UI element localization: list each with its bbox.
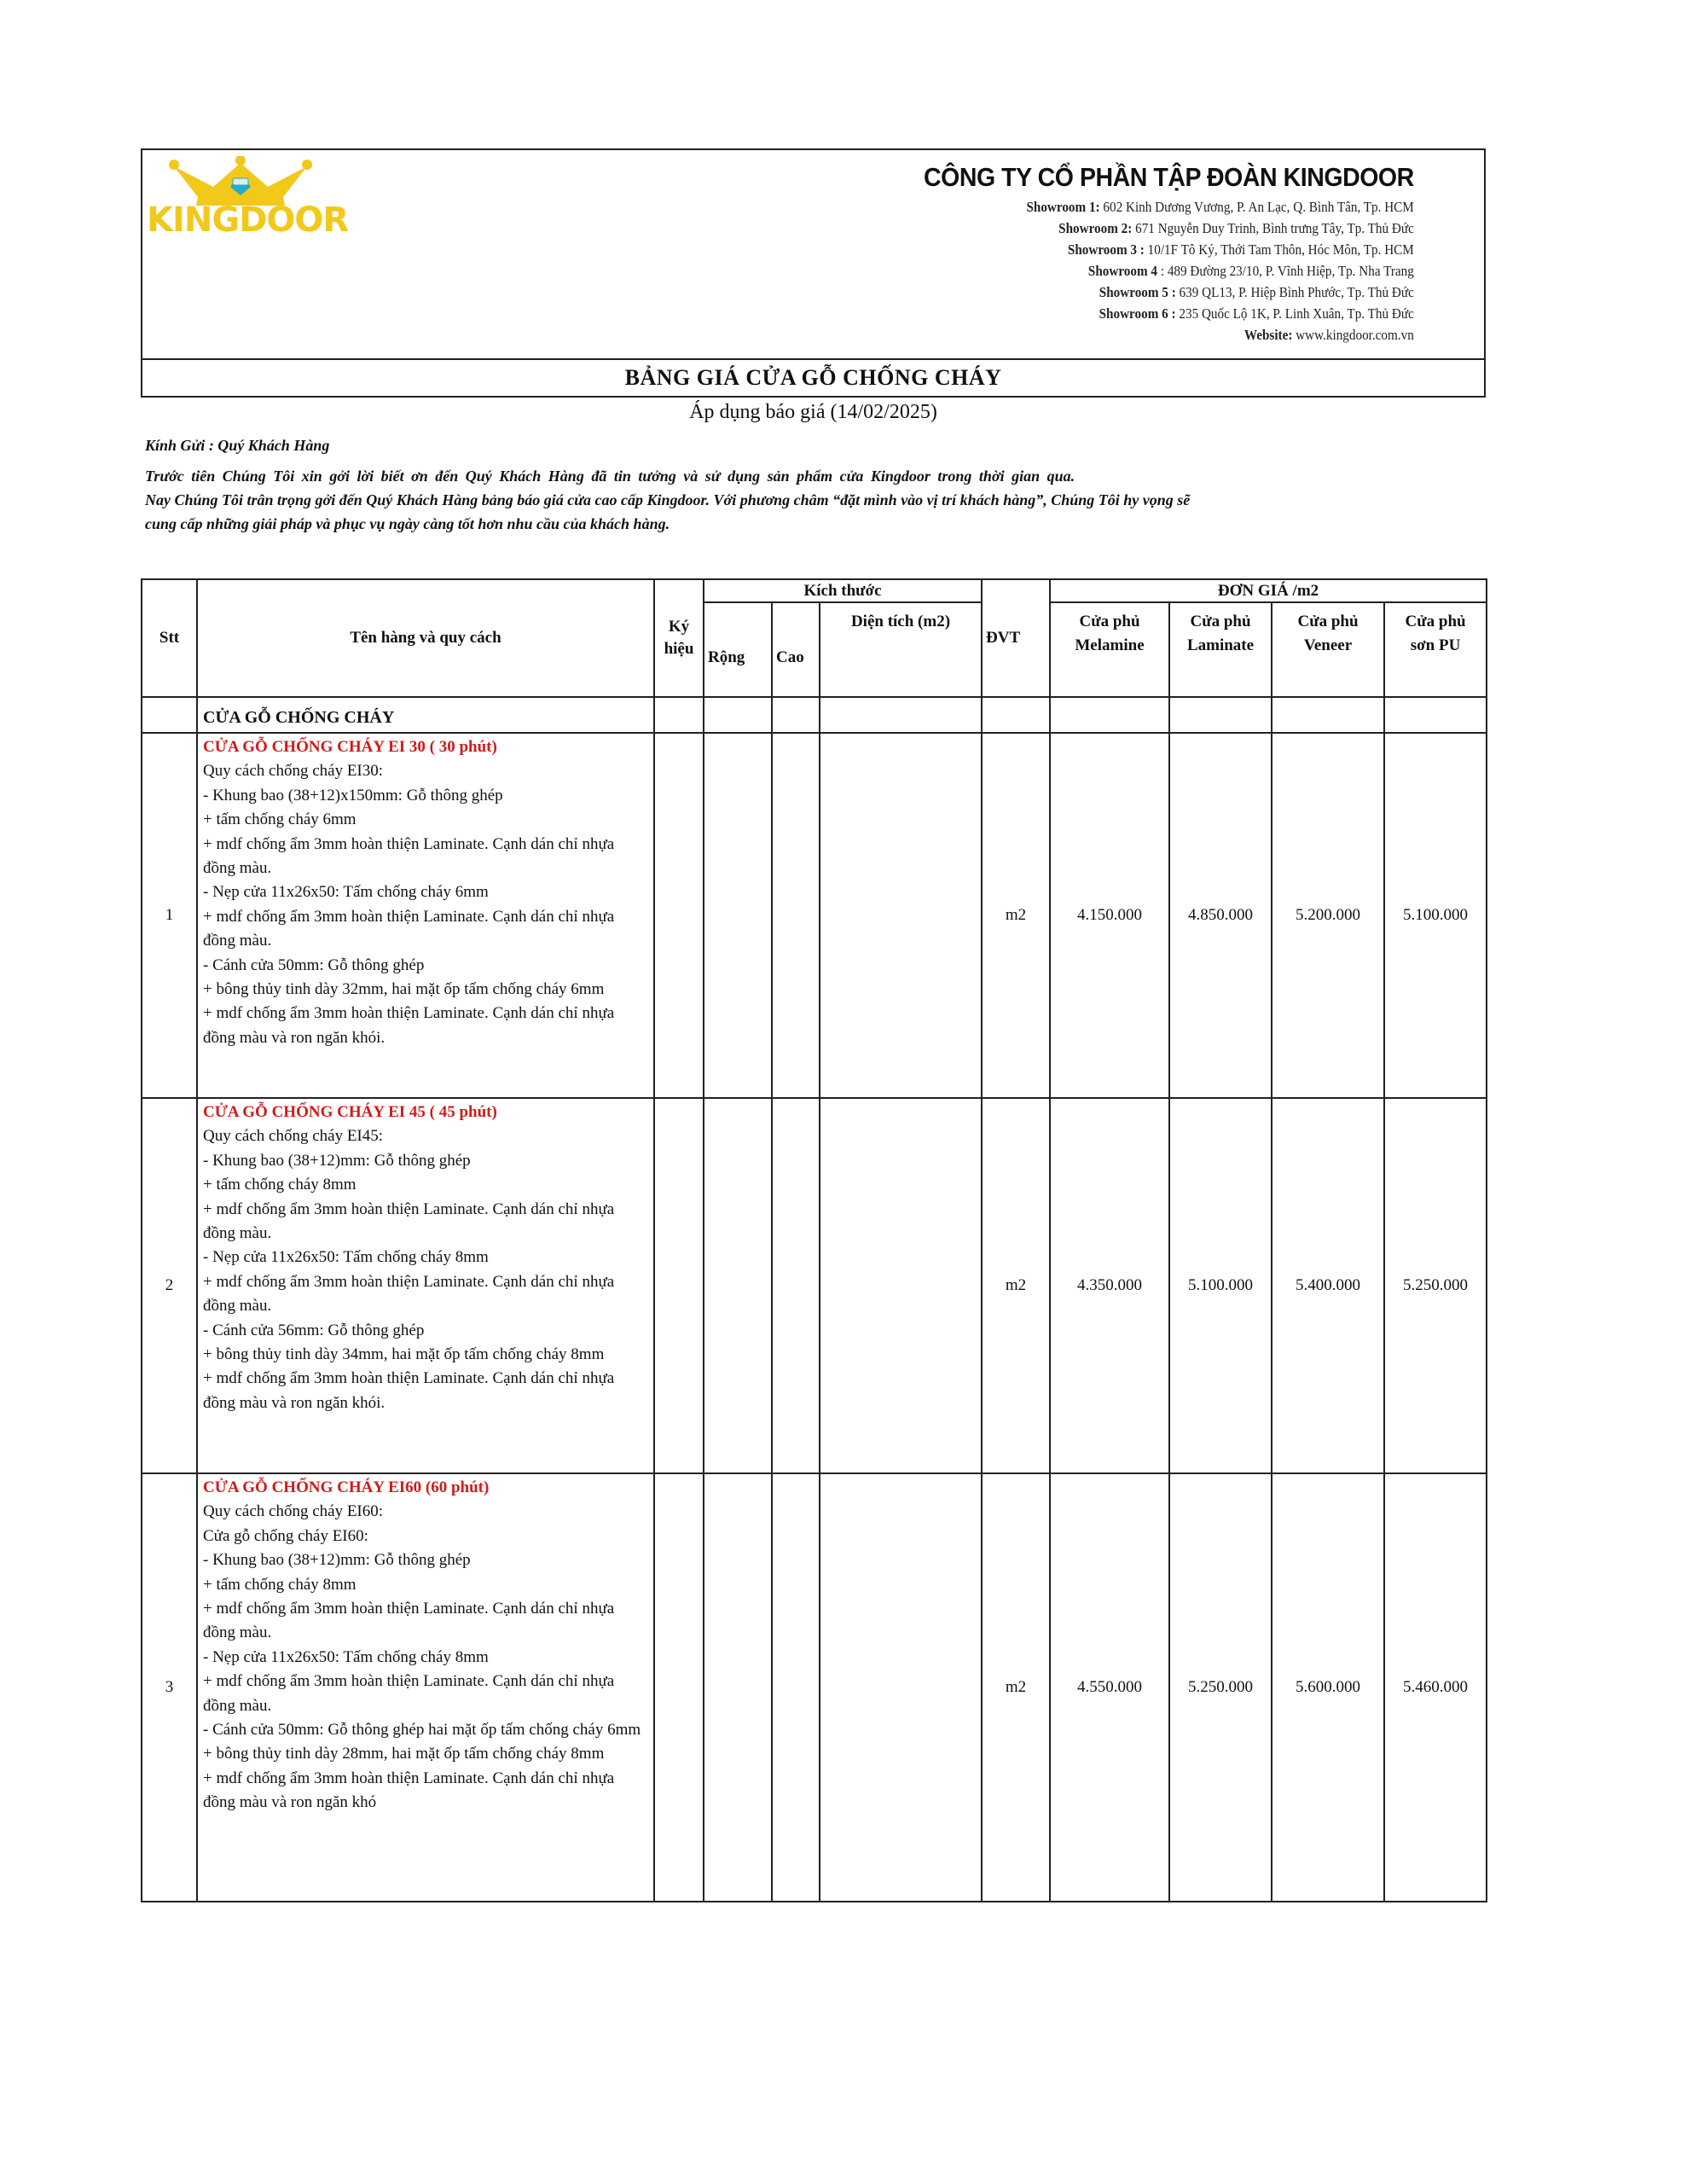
price-melamine: 4.350.000 bbox=[1050, 1098, 1169, 1473]
header-symbol-line2: hiệu bbox=[664, 640, 694, 658]
price-table bbox=[141, 578, 1487, 1902]
row-height bbox=[772, 733, 820, 1098]
header-line: Cửa phủ bbox=[1405, 613, 1466, 630]
showroom-3 bbox=[924, 239, 1414, 260]
table-row bbox=[142, 733, 1487, 1098]
price-laminate: 5.100.000 bbox=[1169, 1098, 1272, 1473]
showroom-address: 671 Nguyễn Duy Trinh, Bình trưng Tây, Tp. Thủ Đức bbox=[1132, 220, 1414, 236]
empty-cell bbox=[654, 697, 704, 733]
spec-line: + mdf chống ẩm 3mm hoàn thiện Laminate. Cạnh dán chỉ nhựa đồng màu. bbox=[203, 1672, 615, 1715]
header-line: Cửa phủ bbox=[1297, 613, 1359, 630]
intro-paragraph-3: cung cấp những giải pháp và phục vụ ngày càng tốt hơn nhu cầu của khách hàng. bbox=[145, 515, 670, 532]
row-stt: 3 bbox=[142, 1473, 197, 1902]
row-description bbox=[197, 733, 654, 1098]
section-title: CỬA GỖ CHỐNG CHÁY bbox=[197, 697, 654, 733]
price-melamine: 4.550.000 bbox=[1050, 1473, 1169, 1902]
row-height bbox=[772, 1098, 820, 1473]
website-link[interactable]: www.kingdoor.com.vn bbox=[1292, 327, 1414, 343]
header-width: Rộng bbox=[704, 602, 772, 697]
logo-wordmark: KINGDOOR bbox=[147, 200, 349, 240]
header-size-group: Kích thước bbox=[704, 579, 982, 602]
header-line: Cửa phủ bbox=[1190, 613, 1251, 630]
website bbox=[924, 324, 1414, 346]
spec-line: - Cánh cửa 50mm: Gỗ thông ghép bbox=[203, 956, 425, 974]
header-price-pu bbox=[1384, 602, 1487, 697]
section-row bbox=[142, 697, 1487, 733]
price-pu: 5.250.000 bbox=[1384, 1098, 1487, 1473]
header-area: Diện tích (m2) bbox=[820, 602, 982, 697]
spec-line: Quy cách chống cháy EI30: bbox=[203, 762, 384, 781]
header-symbol-line1: Ký bbox=[668, 618, 690, 636]
spec-line: - Nẹp cửa 11x26x50: Tấm chống cháy 8mm bbox=[203, 1647, 489, 1666]
showroom-5 bbox=[924, 282, 1414, 303]
empty-cell bbox=[704, 697, 772, 733]
spec-line: + mdf chống ẩm 3mm hoàn thiện Laminate. Cạnh dán chỉ nhựa đồng màu. bbox=[203, 1272, 615, 1316]
showroom-label: Showroom 5 : bbox=[1099, 284, 1176, 300]
price-veneer: 5.600.000 bbox=[1272, 1473, 1384, 1902]
price-veneer: 5.200.000 bbox=[1272, 733, 1384, 1098]
empty-cell bbox=[1272, 697, 1384, 733]
row-description bbox=[197, 1098, 654, 1473]
showroom-2 bbox=[924, 218, 1414, 239]
table-header-row-1 bbox=[142, 579, 1487, 602]
spec-line: + mdf chống ẩm 3mm hoàn thiện Laminate. Cạnh dán chỉ nhựa đồng màu. bbox=[203, 907, 615, 950]
spec-line: Quy cách chống cháy EI45: bbox=[203, 1127, 384, 1146]
row-symbol bbox=[654, 1098, 704, 1473]
spec-line: + mdf chống ẩm 3mm hoàn thiện Laminate. Cạnh dán chỉ nhựa đồng màu. bbox=[203, 834, 615, 878]
document-subtitle: Áp dụng báo giá (14/02/2025) bbox=[689, 401, 937, 423]
header-line: Veneer bbox=[1303, 636, 1353, 654]
header-unit: ĐVT bbox=[982, 579, 1050, 697]
spec-line: + mdf chống ẩm 3mm hoàn thiện Laminate. Cạnh dán chỉ nhựa đồng màu và ron ngăn khó bbox=[203, 1769, 615, 1812]
header-line: Melamine bbox=[1075, 636, 1145, 654]
company-name: CÔNG TY CỔ PHẦN TẬP ĐOÀN KINGDOOR bbox=[924, 162, 1414, 192]
header-price-group: ĐƠN GIÁ /m2 bbox=[1050, 579, 1487, 602]
price-pu: 5.460.000 bbox=[1384, 1473, 1487, 1902]
header-stt: Stt bbox=[142, 579, 197, 697]
showroom-label: Showroom 1: bbox=[1026, 199, 1100, 215]
spec-line: + tấm chống cháy 8mm bbox=[203, 1575, 357, 1594]
price-melamine: 4.150.000 bbox=[1050, 733, 1169, 1098]
company-info bbox=[881, 162, 1414, 346]
item-title: CỬA GỖ CHỐNG CHÁY EI60 (60 phút) bbox=[203, 1478, 490, 1496]
row-height bbox=[772, 1473, 820, 1902]
showroom-address: 235 Quốc Lộ 1K, P. Linh Xuân, Tp. Thủ Đức bbox=[1175, 305, 1414, 322]
header-price-veneer bbox=[1272, 602, 1384, 697]
intro-paragraph-1: Trước tiên Chúng Tôi xin gởi lời biết ơn đến Quý Khách Hàng đã tin tưởng và sử dụng sản phẩm cửa Kingdoor trong thời gian qua. bbox=[145, 468, 1075, 485]
price-veneer: 5.400.000 bbox=[1272, 1098, 1384, 1473]
table-row bbox=[142, 1098, 1487, 1473]
showroom-address: 639 QL13, P. Hiệp Bình Phước, Tp. Thủ Đức bbox=[1175, 284, 1414, 300]
empty-cell bbox=[1384, 697, 1487, 733]
showroom-label: Showroom 3 : bbox=[1068, 241, 1145, 258]
header-price-laminate bbox=[1169, 602, 1272, 697]
showroom-4 bbox=[924, 260, 1414, 282]
row-width bbox=[704, 733, 772, 1098]
row-area bbox=[820, 733, 982, 1098]
spec-line: + tấm chống cháy 8mm bbox=[203, 1176, 357, 1194]
spec-line: + bông thủy tinh dày 32mm, hai mặt ốp tấm chống cháy 6mm bbox=[203, 980, 605, 999]
spec-line: + mdf chống ẩm 3mm hoàn thiện Laminate. Cạnh dán chỉ nhựa đồng màu và ron ngăn khói. bbox=[203, 1004, 615, 1047]
price-laminate: 4.850.000 bbox=[1169, 733, 1272, 1098]
price-laminate: 5.250.000 bbox=[1169, 1473, 1272, 1902]
spec-line: + mdf chống ẩm 3mm hoàn thiện Laminate. Cạnh dán chỉ nhựa đồng màu và ron ngăn khói. bbox=[203, 1369, 615, 1412]
showroom-address: : 489 Đường 23/10, P. Vĩnh Hiệp, Tp. Nha Trang bbox=[1157, 263, 1414, 279]
kingdoor-logo bbox=[147, 156, 349, 250]
row-area bbox=[820, 1473, 982, 1902]
row-description bbox=[197, 1473, 654, 1902]
showroom-label: Showroom 6 : bbox=[1099, 305, 1176, 322]
spec-line: - Cánh cửa 56mm: Gỗ thông ghép bbox=[203, 1321, 425, 1339]
header-line: Cửa phủ bbox=[1079, 613, 1140, 630]
spec-line: - Khung bao (38+12)mm: Gỗ thông ghép bbox=[203, 1151, 471, 1170]
document-title: BẢNG GIÁ CỬA GỖ CHỐNG CHÁY bbox=[624, 365, 1002, 390]
row-unit: m2 bbox=[982, 1098, 1050, 1473]
spec-line: - Khung bao (38+12)mm: Gỗ thông ghép bbox=[203, 1551, 471, 1570]
empty-cell bbox=[142, 697, 197, 733]
intro-paragraph-2: Nay Chúng Tôi trân trọng gởi đến Quý Khách Hàng bảng báo giá cửa cao cấp Kingdoor. Với phương châm “đặt mình vào vị trí khách hàng”, Chúng Tôi hy vọng sẽ bbox=[145, 491, 1191, 508]
item-title: CỬA GỖ CHỐNG CHÁY EI 30 ( 30 phút) bbox=[203, 738, 497, 756]
row-symbol bbox=[654, 733, 704, 1098]
spec-line: + bông thủy tinh dày 28mm, hai mặt ốp tấm chống cháy 8mm bbox=[203, 1745, 605, 1763]
spec-line: - Nẹp cửa 11x26x50: Tấm chống cháy 6mm bbox=[203, 883, 489, 902]
spec-line: - Khung bao (38+12)x150mm: Gỗ thông ghép bbox=[203, 786, 503, 804]
greeting: Kính Gửi : Quý Khách Hàng bbox=[145, 437, 330, 454]
header-line: Laminate bbox=[1186, 636, 1255, 654]
header-price-melamine bbox=[1050, 602, 1169, 697]
spec-line: + mdf chống ẩm 3mm hoàn thiện Laminate. Cạnh dán chỉ nhựa đồng màu. bbox=[203, 1199, 615, 1243]
row-stt: 1 bbox=[142, 733, 197, 1098]
row-unit: m2 bbox=[982, 1473, 1050, 1902]
row-width bbox=[704, 1098, 772, 1473]
header-name: Tên hàng và quy cách bbox=[197, 579, 654, 697]
showroom-6 bbox=[924, 303, 1414, 324]
row-width bbox=[704, 1473, 772, 1902]
row-stt: 2 bbox=[142, 1098, 197, 1473]
spec-line: Quy cách chống cháy EI60: bbox=[203, 1502, 384, 1521]
row-unit: m2 bbox=[982, 733, 1050, 1098]
spec-line: Cửa gỗ chống cháy EI60: bbox=[203, 1526, 368, 1545]
spec-line: + tấm chống cháy 6mm bbox=[203, 810, 357, 829]
header-height: Cao bbox=[772, 602, 820, 697]
spec-line: + bông thủy tinh dày 34mm, hai mặt ốp tấm chống cháy 8mm bbox=[203, 1345, 605, 1364]
showroom-label: Showroom 2: bbox=[1058, 220, 1133, 236]
header-line: sơn PU bbox=[1410, 636, 1461, 654]
showroom-address: 10/1F Tô Ký, Thới Tam Thôn, Hóc Môn, Tp. HCM bbox=[1145, 241, 1414, 258]
table-row bbox=[142, 1473, 1487, 1902]
empty-cell bbox=[1169, 697, 1272, 733]
showroom-label: Showroom 4 bbox=[1088, 263, 1158, 279]
spec-line: + mdf chống ẩm 3mm hoàn thiện Laminate. Cạnh dán chỉ nhựa đồng màu. bbox=[203, 1600, 615, 1642]
spec-line: - Nẹp cửa 11x26x50: Tấm chống cháy 8mm bbox=[203, 1248, 489, 1267]
spec-line: - Cánh cửa 50mm: Gỗ thông ghép hai mặt ốp tấm chống cháy 6mm bbox=[203, 1721, 641, 1740]
empty-cell bbox=[820, 697, 982, 733]
empty-cell bbox=[1050, 697, 1169, 733]
row-symbol bbox=[654, 1473, 704, 1902]
empty-cell bbox=[772, 697, 820, 733]
item-title: CỬA GỖ CHỐNG CHÁY EI 45 ( 45 phút) bbox=[203, 1103, 497, 1121]
header-symbol bbox=[654, 579, 704, 697]
price-pu: 5.100.000 bbox=[1384, 733, 1487, 1098]
row-area bbox=[820, 1098, 982, 1473]
website-label: Website: bbox=[1244, 327, 1293, 343]
showroom-1 bbox=[924, 196, 1414, 218]
empty-cell bbox=[982, 697, 1050, 733]
showroom-address: 602 Kinh Dương Vương, P. An Lạc, Q. Bình Tân, Tp. HCM bbox=[1099, 199, 1414, 215]
